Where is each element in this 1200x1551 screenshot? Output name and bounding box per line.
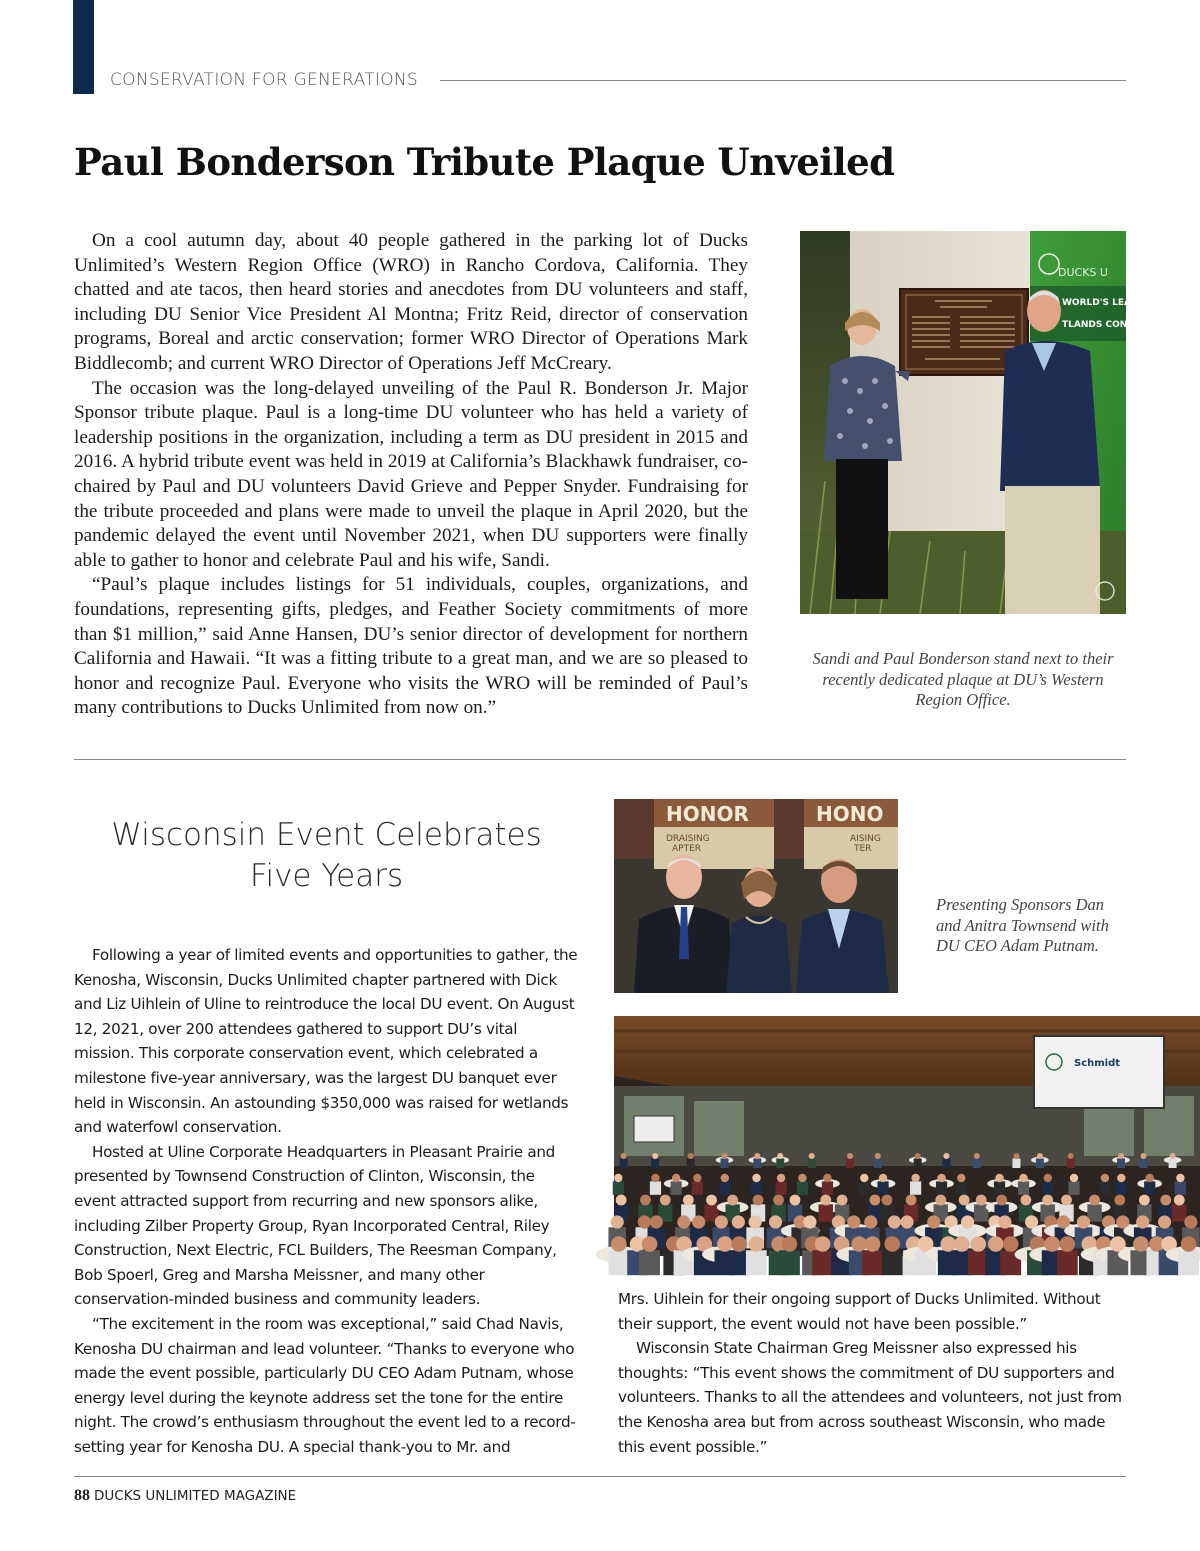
banner-sub-text-right-1: AISING <box>850 834 881 844</box>
article2-column-1 <box>74 943 579 1459</box>
sponsors-photo-image <box>614 799 898 993</box>
article2-headline-line2: Five Years <box>249 858 404 894</box>
article2-paragraph-3: “The excitement in the room was exceptional,” said Chad Navis, Kenosha DU chairman and lead volunteer. “Thanks to everyone who made the event possible, particularly DU CEO Adam Putnam, whose energy level during the keynote address set the tone for the entire night. The crowd’s enthusiasm throughout the event led to a record-setting year for Kenosha DU. A special thank-you to Mr. and <box>74 1314 576 1456</box>
article2-column-2 <box>618 1287 1126 1459</box>
plaque-photo <box>800 231 1134 614</box>
article1-paragraph-1: On a cool autumn day, about 40 people gathered in the parking lot of Ducks Unlimited’s Western Region Office (WRO) in Rancho Cordova, California. They chatted and ate tacos, then heard stories and anecdotes from DU volunteers and staff, including DU Senior Vice President Al Montna; Fritz Reid, director of conservation programs, Boreal and arctic conservation; former WRO Director of Operations Mark Biddlecomb; and current WRO Director of Operations Jeff McCreary. <box>74 230 748 374</box>
article2-continuation: Mrs. Uihlein for their ongoing support of Ducks Unlimited. Without their support, the event would not have been possible.” <box>618 1290 1101 1333</box>
article1-body <box>74 229 748 721</box>
section-divider <box>74 759 1126 760</box>
page-number: 88 <box>74 1487 90 1504</box>
plaque-photo-image <box>800 231 1134 614</box>
footer-rule <box>74 1476 1126 1477</box>
honor-banner-left: HONOR <box>666 802 749 826</box>
publication-name: DUCKS UNLIMITED MAGAZINE <box>94 1488 297 1504</box>
article2-paragraph-2: Hosted at Uline Corporate Headquarters in Pleasant Prairie and presented by Townsend Construction of Clinton, Wisconsin, the event attracted support from recurring and new sponsors alike, including Zilber Property Group, Ryan Incorporated Central, Riley Construction, Next Electric, FCL Builders, The Reesman Company, Bob Spoerl, Greg and Marsha Meissner, and many other conservation-minded business and community leaders. <box>74 1142 557 1309</box>
sponsors-photo-caption: Presenting Sponsors Dan and Anitra Townsend with DU CEO Adam Putnam. <box>936 895 1109 955</box>
banner-logo-text: DUCKS U <box>1058 266 1108 279</box>
article2-headline-line1: Wisconsin Event Celebrates <box>111 817 542 853</box>
banner-text-1: WORLD'S LEA <box>1062 298 1131 308</box>
banner-sub-text-left-1: DRAISING <box>666 834 710 844</box>
page-footer <box>74 1487 296 1505</box>
presentation-screen <box>1034 1036 1164 1108</box>
banner-sub-text-left-2: APTER <box>672 844 702 854</box>
honor-banner-right: HONO <box>816 802 884 826</box>
sponsors-photo <box>614 799 898 993</box>
section-rule <box>440 80 1126 81</box>
article2-headline <box>74 815 579 897</box>
article2-paragraph-4: Wisconsin State Chairman Greg Meissner also expressed his thoughts: “This event shows the commitment of DU supporters and volunteers. Thanks to all the attendees and volunteers, not just from the Kenosha area but from across southeast Wisconsin, who made this event possible.” <box>618 1339 1122 1456</box>
banquet-photo <box>614 1016 1200 1256</box>
screen-sponsor-text: Schmidt <box>1074 1058 1121 1069</box>
section-label: CONSERVATION FOR GENERATIONS <box>110 70 418 90</box>
article2-paragraph-1: Following a year of limited events and opportunities to gather, the Kenosha, Wisconsin, Ducks Unlimited chapter partnered with Dick and Liz Uihlein of Uline to reintroduce the local DU event. On August 12, 2021, over 200 attendees gathered to support DU’s vital mission. This corporate conservation event, which celebrated a milestone five-year anniversary, was the largest DU banquet ever held in Wisconsin. An astounding $350,000 was raised for wetlands and waterfowl conservation. <box>74 946 578 1137</box>
banner-text-2: TLANDS CONS <box>1062 320 1134 330</box>
plaque-photo-caption: Sandi and Paul Bonderson stand next to their recently dedicated plaque at DU’s Western Region Office. <box>812 649 1114 709</box>
section-tab-bar <box>73 0 94 94</box>
banquet-photo-image <box>614 1016 1200 1256</box>
article1-paragraph-2: The occasion was the long-delayed unveiling of the Paul R. Bonderson Jr. Major Sponsor tribute plaque. Paul is a long-time DU volunteer who has held a variety of leadership positions in the organization, including a term as DU president in 2015 and 2016. A hybrid tribute event was held in 2019 at California’s Blackhawk fundraiser, co-chaired by Paul and DU volunteers David Grieve and Pepper Snyder. Fundraising for the tribute proceeded and plans were made to unveil the plaque in April 2020, but the pandemic delayed the event until November 2021, when DU supporters were finally able to gather to honor and celebrate Paul and his wife, Sandi. <box>74 377 748 571</box>
article1-paragraph-3: “Paul’s plaque includes listings for 51 individuals, couples, organizations, and foundations, representing gifts, pledges, and Feather Society commitments of more than $1 million,” said Anne Hansen, DU’s senior director of development for northern California and Hawaii. “It was a fitting tribute to a great man, and we are so pleased to honor and recognize Paul. Everyone who visits the WRO will be reminded of Paul’s many contributions to Ducks Unlimited from now on.” <box>74 574 748 719</box>
article1-headline: Paul Bonderson Tribute Plaque Unveiled <box>74 140 895 184</box>
banner-sub-text-right-2: TER <box>854 844 872 854</box>
